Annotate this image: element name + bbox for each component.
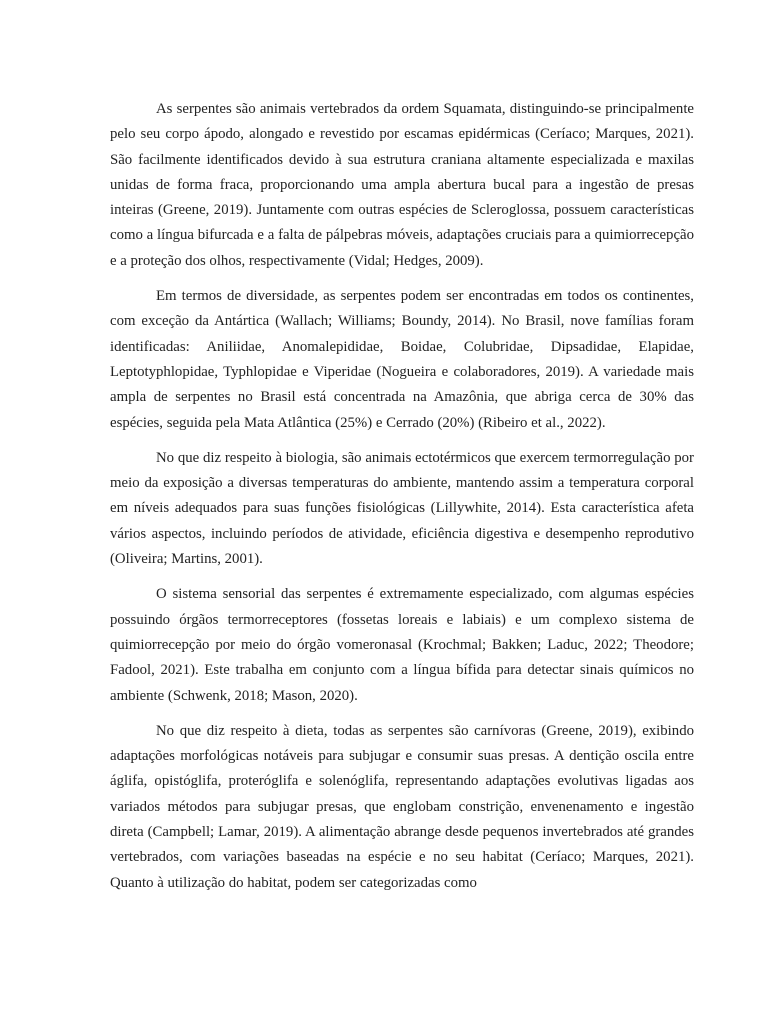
paragraph-biology: No que diz respeito à biologia, são animais ectotérmicos que exercem termorregulação por meio da exposição a diversas temperaturas do ambiente, mantendo assim a temperatura corporal em níveis adequados para suas funções fisiológicas (Lillywhite, 2014). Esta característica afeta vários aspectos, incluindo períodos de atividade, eficiência digestiva e desempenho reprodutivo (Oliveira; Martins, 2001). bbox=[110, 449, 694, 568]
paragraph-sensory-system: O sistema sensorial das serpentes é extremamente especializado, com algumas espécies possuindo órgãos termorreceptores (fossetas loreais e labiais) e um complexo sistema de quimiorrecepção por meio do órgão vomeronasal (Krochmal; Bakken; Laduc, 2022; Theodore; Fadool, 2021). Este trabalha em conjunto com a língua bífida para detectar sinais químicos no ambiente (Schwenk, 2018; Mason, 2020). bbox=[110, 586, 694, 704]
document-body bbox=[110, 97, 694, 906]
paragraph-morphology: As serpentes são animais vertebrados da ordem Squamata, distinguindo-se principalmente pelo seu corpo ápodo, alongado e revestido por escamas epidérmicas (Ceríaco; Marques, 2021). São facilmente identificados devido à sua estrutura craniana altamente especializada e maxilas unidas de forma fraca, proporcionando uma ampla abertura bucal para a ingestão de presas inteiras (Greene, 2019). Juntamente com outras espécies de Scleroglossa, possuem características como a língua bifurcada e a falta de pálpebras móveis, adaptações cruciais para a quimiorrecepção e a proteção dos olhos, respectivamente (Vidal; Hedges, 2009). bbox=[110, 101, 694, 269]
paragraph-diversity: Em termos de diversidade, as serpentes podem ser encontradas em todos os continentes, com exceção da Antártica (Wallach; Williams; Boundy, 2014). No Brasil, nove famílias foram identificadas: Aniliidae, Anomalepididae, Boidae, Colubridae, Dipsadidae, Elapidae, Leptotyphlopidae, Typhlopidae e Viperidae (Nogueira e colaboradores, 2019). A variedade mais ampla de serpentes no Brasil está concentrada na Amazônia, que abriga cerca de 30% das espécies, seguida pela Mata Atlântica (25%) e Cerrado (20%) (Ribeiro et al., 2022). bbox=[110, 288, 694, 431]
paragraph-diet: No que diz respeito à dieta, todas as serpentes são carnívoras (Greene, 2019), exibindo adaptações morfológicas notáveis para subjugar e consumir suas presas. A dentição oscila entre áglifa, opistóglifa, proteróglifa e solenóglifa, representando adaptações evolutivas ligadas aos variados métodos para subjugar presas, que englobam constrição, envenenamento e ingestão direta (Campbell; Lamar, 2019). A alimentação abrange desde pequenos invertebrados até grandes vertebrados, com variações baseadas na espécie e no seu habitat (Ceríaco; Marques, 2021). Quanto à utilização do habitat, podem ser categorizadas como bbox=[110, 722, 694, 891]
